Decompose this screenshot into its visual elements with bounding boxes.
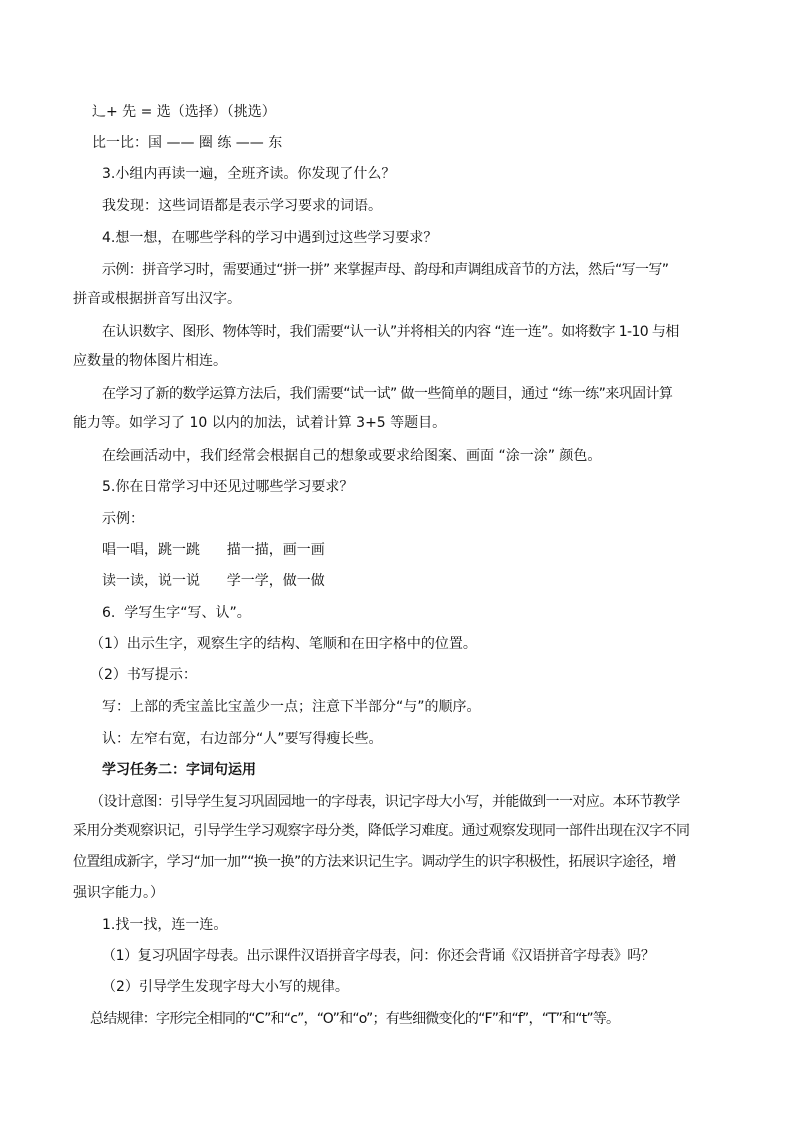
text-line: 3.小组内再读一遍，全班齐读。你发现了什么？ [102,166,396,182]
text-line: 认：左窄右宽，右边部分“人”要写得瘦长些。 [102,731,383,747]
text-line: 位置组成新字，学习“加一加”“换一换”的方法来识记生字。调动学生的识字积极性，拓展识字途径，增 [73,854,676,870]
text-line: 示例： [102,511,144,527]
text-line: 示例：拼音学习时，需要通过“拼一拼” 来掌握声母、韵母和声调组成音节的方法，然后“写一写” [102,262,669,278]
text-line: 总结规律：字形完全相同的“C”和“c”，“O”和“o”；有些细微变化的“F”和“f”，“T”和“t”等。 [90,1011,620,1027]
text-line: （设计意图：引导学生复习巩固园地一的字母表，识记字母大小写，并能做到一一对应。本环节教学 [90,794,680,810]
text-line: 5.你在日常学习中还见过哪些学习要求？ [102,479,354,495]
text-line: 采用分类观察识记，引导学生学习观察字母分类，降低学习难度。通过观察发现同一部件出现在汉字不同 [73,823,690,839]
text-line: 唱一唱，跳一跳 描一描，画一画 [102,542,325,558]
text-line: （2）书写提示： [90,667,197,683]
text-line: 拼音或根据拼音写出汉字。 [73,291,241,307]
section-heading: 学习任务二：字词句运用 [102,762,256,778]
text-line: 能力等。如学习了 10 以内的加法，试着计算 3+5 等题目。 [73,415,447,431]
text-line: （1）复习巩固字母表。出示课件汉语拼音字母表，问：你还会背诵《汉语拼音字母表》吗？ [102,948,655,964]
text-line: 在学习了新的数学运算方法后，我们需要“试一试” 做一些简单的题目，通过 “练一练”来巩固计算 [102,386,673,402]
text-line: 4.想一想，在哪些学科的学习中遇到过这些学习要求？ [102,230,438,246]
text-line: 在绘画活动中，我们经常会根据自己的想象或要求给图案、画面 “涂一涂” 颜色。 [102,448,602,464]
text-line: 辶+ 先 = 选（选择）（挑选） [92,104,276,120]
text-line: 1.找一找，连一连。 [102,917,228,933]
text-line: （2）引导学生发现字母大小写的规律。 [102,979,349,995]
text-line: 应数量的物体图片相连。 [73,353,227,369]
text-line: 写：上部的秃宝盖比宝盖少一点；注意下半部分“与”的顺序。 [102,699,481,715]
text-line: 读一读，说一说 学一学，做一做 [102,573,325,589]
text-line: 比一比：国 —— 圈 练 —— 东 [92,135,283,151]
text-line: 我发现：这些词语都是表示学习要求的词语。 [102,198,382,214]
text-line: 强识字能力。） [73,885,164,901]
text-line: （1）出示生字，观察生字的结构、笔顺和在田字格中的位置。 [90,636,477,652]
text-line: 6. 学写生字“写、认”。 [102,605,251,621]
text-line: 在认识数字、图形、物体等时，我们需要“认一认”并将相关的内容 “连一连”。如将数字 1-10 与相 [102,324,679,340]
